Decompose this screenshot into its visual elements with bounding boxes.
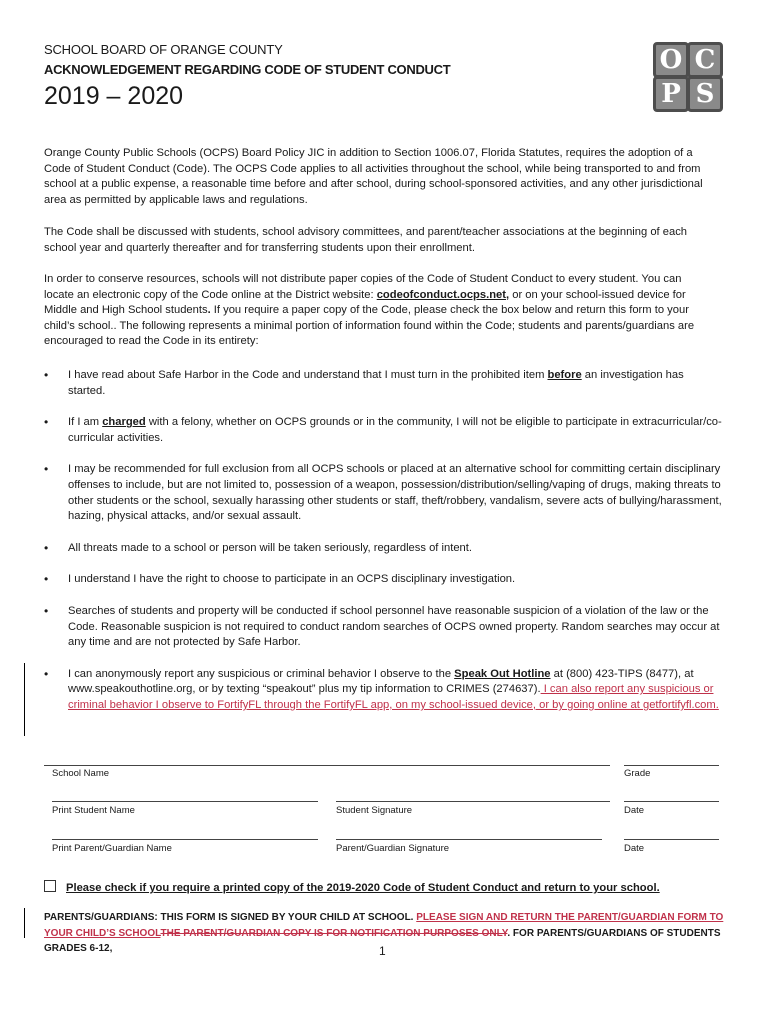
- revision-insert: I can also report any suspicious or criminal behavior I observe to FortifyFL through the FortifyFL app, on my school-issued device, or by going online at getfortifyfl.com.: [68, 683, 719, 711]
- acknowledgement-list: [44, 368, 724, 714]
- emphasis: before: [547, 369, 582, 381]
- item-text: with a felony, whether on OCPS grounds or in the community, I will not be eligible to participate in extracurricular/co-curricular activities.: [68, 416, 722, 444]
- list-item: [44, 604, 724, 651]
- revision-bar: [24, 908, 25, 938]
- parent-signature-label: Parent/Guardian Signature: [336, 843, 450, 854]
- print-student-name-line[interactable]: [52, 801, 318, 802]
- bullet-icon: •: [44, 462, 49, 477]
- code-website-link[interactable]: codeofconduct.ocps.net: [376, 288, 506, 301]
- resources-text: If you require a paper copy of the Code, please check the box below and return this form to your child’s school.. The following represents a minimal portion of information found within the Code; students and parents/guardians are encouraged to read the Code in its entirety:: [44, 304, 695, 348]
- print-student-name-label: Print Student Name: [52, 805, 135, 816]
- parent-date-label: Date: [624, 843, 645, 854]
- page-number: 1: [379, 944, 386, 958]
- item-text: I have read about Safe Harbor in the Code and understand that I must turn in the prohibited item: [68, 369, 548, 381]
- student-date-line[interactable]: [624, 801, 719, 802]
- grade-line[interactable]: [624, 765, 719, 766]
- item-text: at (800) 423-TIPS (8477), at www.speakouthotline.org, or by texting “speakout” plus my tip information to CRIMES (274637).: [68, 667, 694, 696]
- print-parent-name-label: Print Parent/Guardian Name: [52, 843, 172, 854]
- grade-label: Grade: [624, 768, 651, 779]
- item-text: Searches of students and property will be conducted if school personnel have reasonable suspicion of a violation of the law or the Code. Reasonable suspicion is not required to conduct random searches of OCPS owned property. Random searches may occur at any time and are not protected by Safe Harbor.: [68, 604, 720, 649]
- bullet-icon: •: [44, 368, 49, 382]
- logo-letter: P: [653, 76, 689, 112]
- comma: ,: [506, 288, 510, 301]
- revision-deletion: THE PARENT/GUARDIAN COPY IS FOR NOTIFICATION PURPOSES ONLY: [160, 927, 508, 939]
- bullet-icon: •: [44, 666, 49, 681]
- parent-date-line[interactable]: [624, 839, 719, 840]
- logo-letter: O: [653, 42, 689, 78]
- print-parent-name-line[interactable]: [52, 839, 318, 840]
- student-signature-label: Student Signature: [336, 805, 413, 816]
- school-year: 2019 – 2020: [44, 82, 184, 110]
- intro-paragraph: Orange County Public Schools (OCPS) Board Policy JIC in addition to Section 1006.07, Florida Statutes, requires the adoption of a Code of Student Conduct (Code). The OCPS Code applies to all activities throughout the school, while being transported to and from school at a public expense, a reasonable time before and after school, during school-sponsored activities, and any other jurisdictional area as permitted by applicable laws and regulations.: [44, 147, 703, 206]
- notice-text: PARENTS/GUARDIANS: THIS FORM IS SIGNED BY YOUR CHILD AT SCHOOL.: [44, 912, 417, 923]
- ocps-logo: [653, 42, 721, 110]
- logo-letter: S: [687, 76, 723, 112]
- student-signature-line[interactable]: [336, 801, 610, 802]
- bullet-icon: •: [44, 603, 49, 618]
- notice-text: . FOR PARENTS/GUARDIANS OF STUDENTS GRADES 6-12,: [44, 927, 721, 954]
- item-text: All threats made to a school or person will be taken seriously, regardless of intent.: [68, 541, 472, 554]
- logo-letter: C: [687, 42, 723, 78]
- revision-insert: PLEASE SIGN AND RETURN THE PARENT/GUARDIAN FORM TO YOUR CHILD’S SCHOOL: [44, 912, 724, 939]
- form-title: ACKNOWLEDGEMENT REGARDING CODE OF STUDENT CONDUCT: [44, 62, 451, 77]
- resources-paragraph: [44, 272, 714, 350]
- paper-copy-request: [44, 880, 660, 894]
- resources-text: In order to conserve resources, schools will not distribute paper copies of the Code of Student Conduct to every student. You can locate an electronic copy of the Code online at the District website:: [44, 273, 682, 301]
- resources-text: or on your school-issued device for Middle and High School students: [44, 288, 686, 317]
- school-name-label: School Name: [52, 768, 110, 779]
- bullet-icon: •: [44, 415, 49, 430]
- school-name-line[interactable]: [44, 765, 610, 766]
- student-date-label: Date: [624, 805, 645, 816]
- paper-copy-label: Please check if you require a printed copy of the 2019-2020 Code of Student Conduct and return to your school.: [66, 882, 660, 894]
- item-text: I may be recommended for full exclusion from all OCPS schools or placed at an alternative school for committing certain disciplinary offenses to include, but are not limited to, possession of a weapon, possession/distribution/selling/vaping of drugs, making threats to other students or the school, sexually harassing other students or staff, theft/robbery, vandalism, severe acts of bullying/harassment, hazing, physical attacks, and/or sexual assault.: [68, 463, 722, 523]
- bullet-icon: •: [44, 572, 49, 587]
- item-text: If I am: [68, 416, 103, 429]
- paper-copy-checkbox[interactable]: [44, 880, 56, 892]
- parent-signature-line[interactable]: [336, 839, 602, 840]
- item-text: I understand I have the right to choose to participate in an OCPS disciplinary investigation.: [68, 573, 516, 586]
- speak-out-hotline: Speak Out Hotline: [454, 667, 551, 680]
- bullet-icon: •: [44, 540, 49, 555]
- list-item: [44, 368, 724, 399]
- list-item: [44, 415, 724, 446]
- period: .: [207, 304, 211, 317]
- list-item: [44, 541, 724, 557]
- emphasis: charged: [102, 416, 146, 429]
- item-text: I can anonymously report any suspicious or criminal behavior I observe to the: [68, 667, 455, 680]
- org-name: SCHOOL BOARD OF ORANGE COUNTY: [44, 42, 283, 57]
- list-item: [44, 462, 724, 524]
- list-item: [44, 667, 724, 714]
- revision-bar: [24, 663, 25, 736]
- item-text: an investigation has started.: [68, 369, 684, 397]
- discussion-paragraph: The Code shall be discussed with students, school advisory committees, and parent/teacher associations at the beginning of each school year and quarterly thereafter and for transferring students upon their enrollment.: [44, 226, 688, 254]
- parents-notice: [44, 910, 734, 957]
- list-item: [44, 572, 724, 588]
